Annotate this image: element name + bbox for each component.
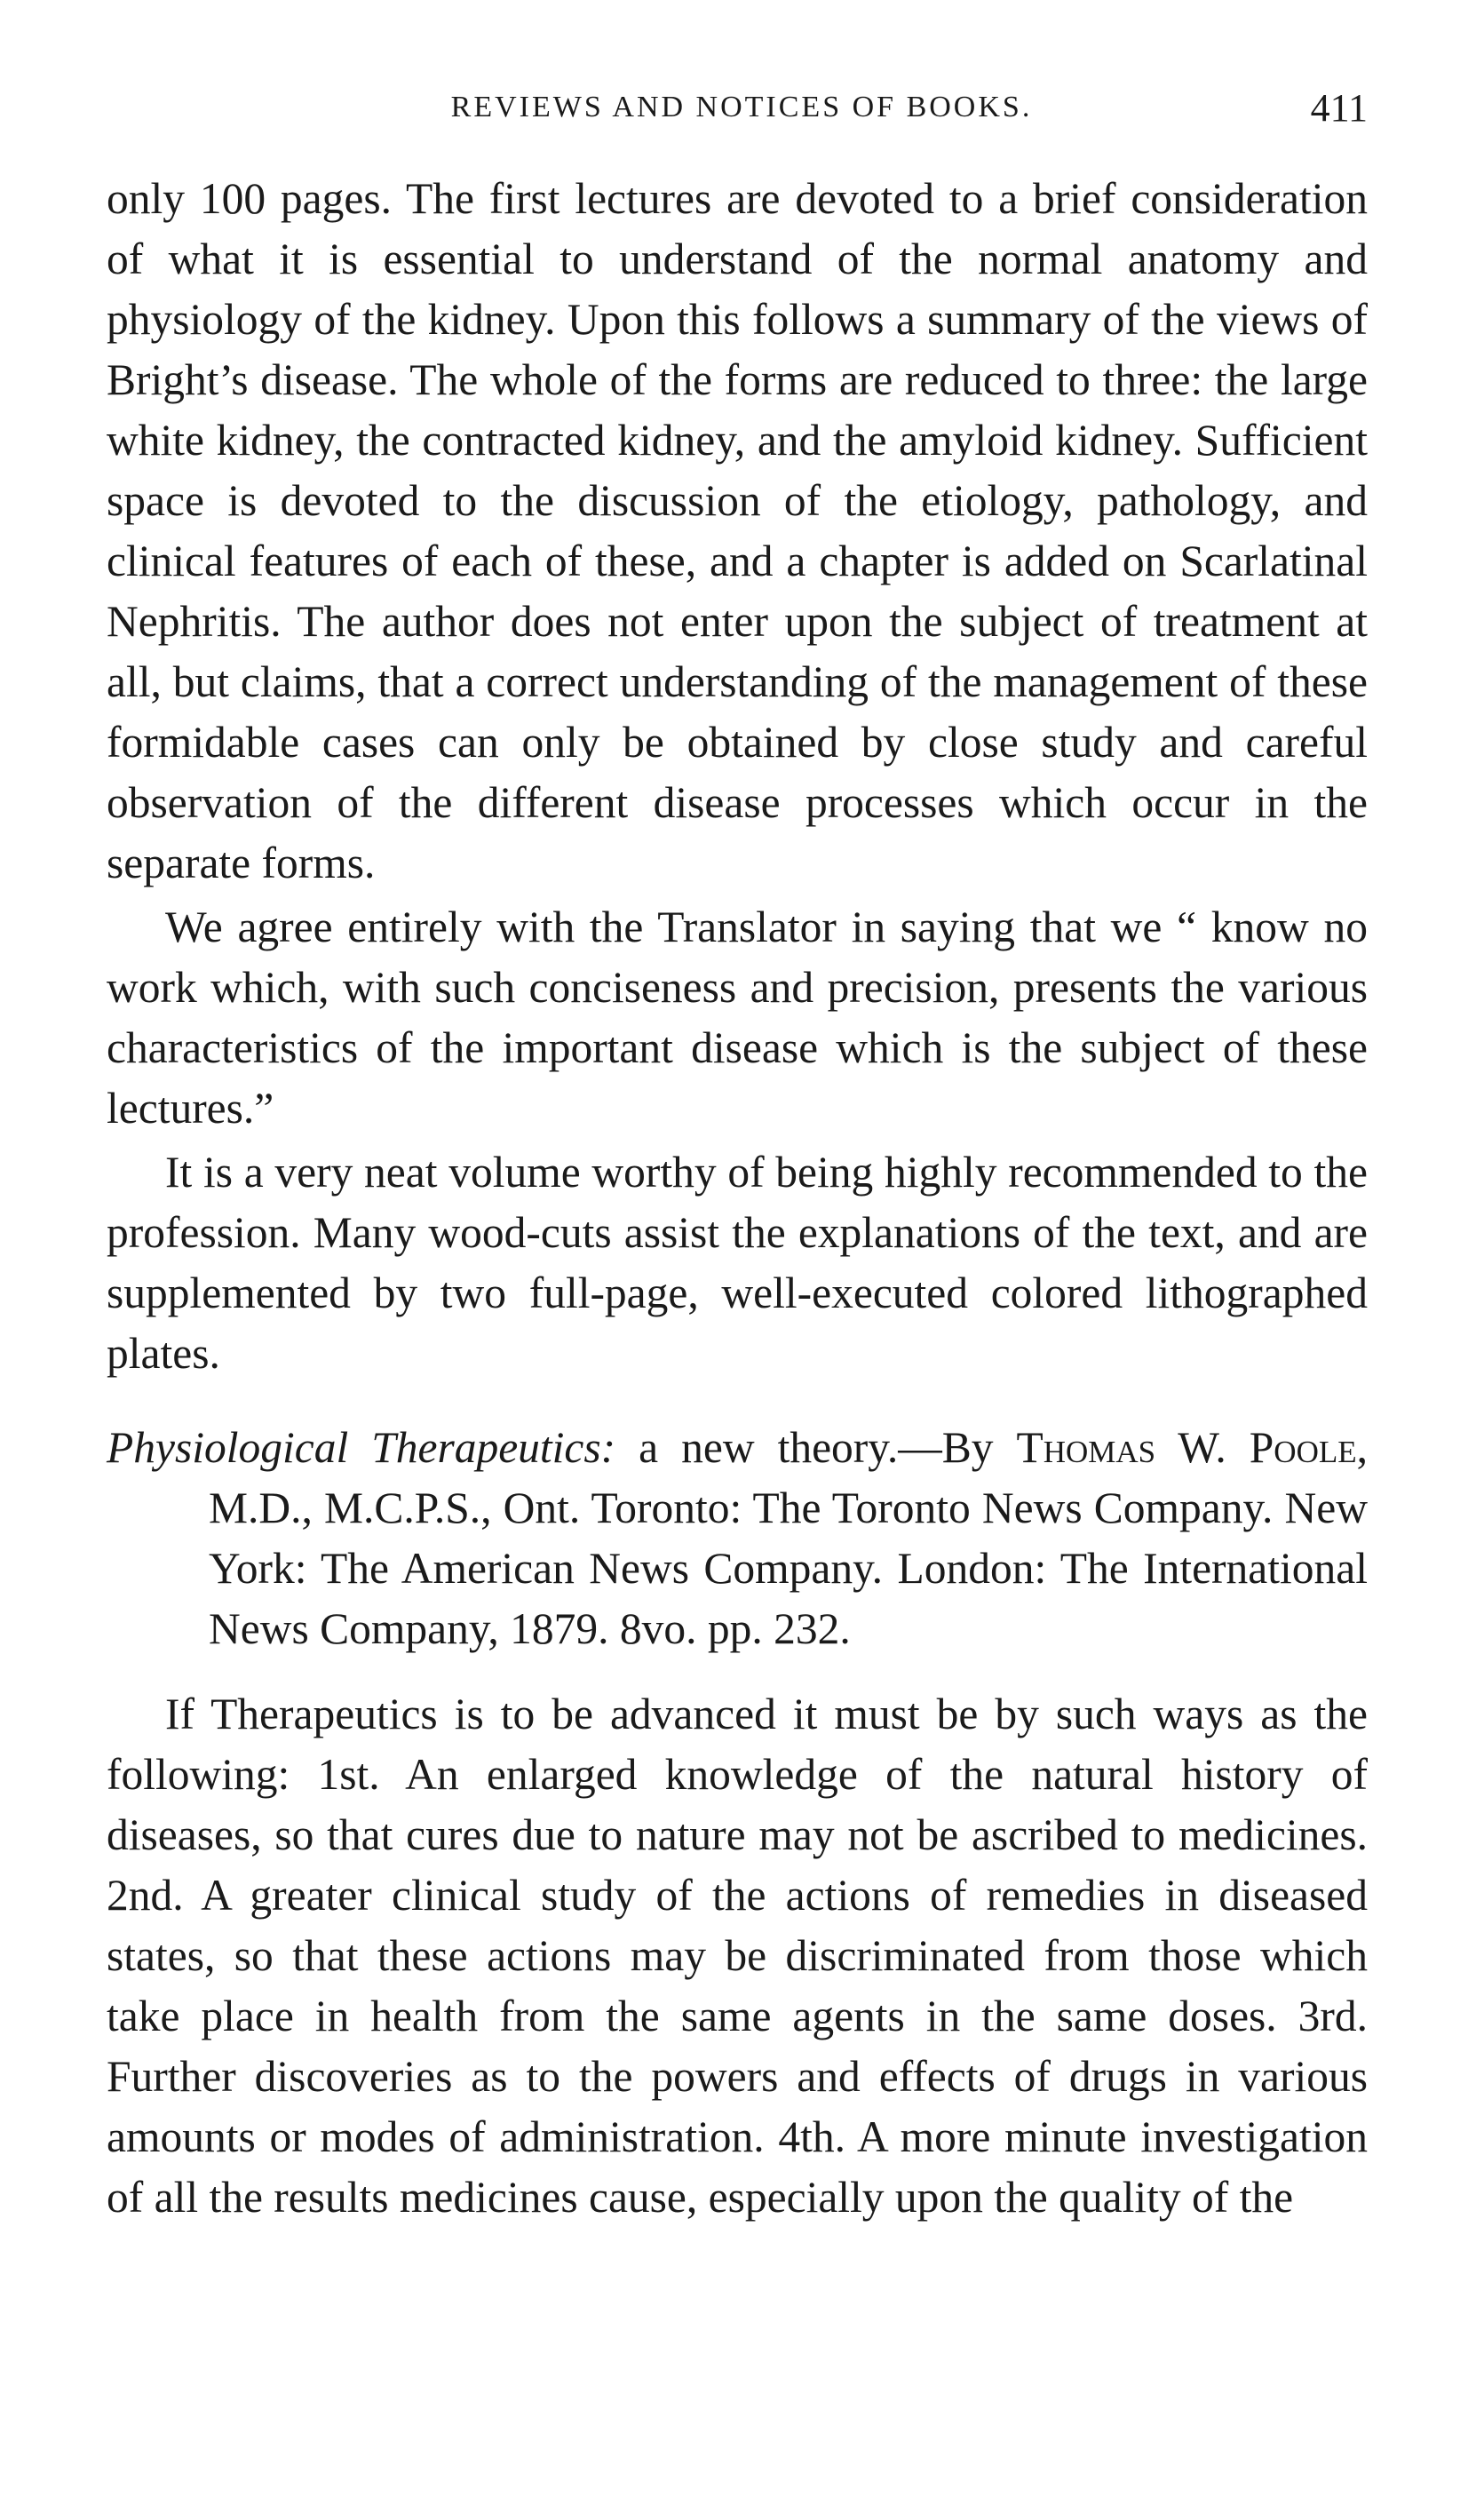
book-subtitle: a new theory.—By [615,1423,1017,1472]
paragraph-translator-quote: We agree entirely with the Translator in saying that we “ know no work which, with such conciseness and precision, presents the various characteristics of the important disease which is the subject of these lectures.” [107,903,1368,1133]
book-publication-details: , M.D., M.C.P.S., Ont. Toronto: The Toronto News Company. New York: The American News Company. London: The International News Company, 1879. 8vo. pp. 232. [209,1423,1368,1653]
book-title: Physiological Therapeutics: [107,1423,616,1472]
book-citation [107,1418,1368,1659]
running-title: REVIEWS AND NOTICES OF BOOKS. [450,91,1033,123]
paragraph-therapeutics-review: If Therapeutics is to be advanced it must be by such ways as the following: 1st. An enlarged knowledge of the natural history of diseases, so that cures due to nature may not be ascribed to medicines. 2nd. A greater clinical study of the actions of remedies in diseased states, so that these actions may be discriminated from those which take place in health from the same agents in the same doses. 3rd. Further discoveries as to the powers and effects of drugs in various amounts or modes of administration. 4th. A more minute investigation of all the results medicines cause, especially upon the quality of the [107,1690,1368,2222]
body-text [107,169,1368,2228]
running-head [115,85,1368,139]
page-number: 411 [1310,86,1368,130]
book-author: Thomas W. Poole [1016,1423,1357,1472]
paragraph-recommendation: It is a very neat volume worthy of being highly recommended to the profession. Many wood-cuts assist the explanations of the text, and are supplemented by two full-page, well-executed colored lithographed plates. [107,1148,1368,1378]
paragraph-continuation: only 100 pages. The first lectures are devoted to a brief consideration of what it is essential to understand of the normal anatomy and physiology of the kidney. Upon this follows a summary of the views of Bright’s disease. The whole of the forms are reduced to three: the large white kidney, the contracted kidney, and the amyloid kidney. Sufficient space is devoted to the discussion of the etiology, pathology, and clinical features of each of these, and a chapter is added on Scarlatinal Nephritis. The author does not enter upon the subject of treatment at all, but claims, that a correct understanding of the management of these formidable cases can only be obtained by close study and careful observation of the different disease processes which occur in the separate forms. [107,174,1368,887]
